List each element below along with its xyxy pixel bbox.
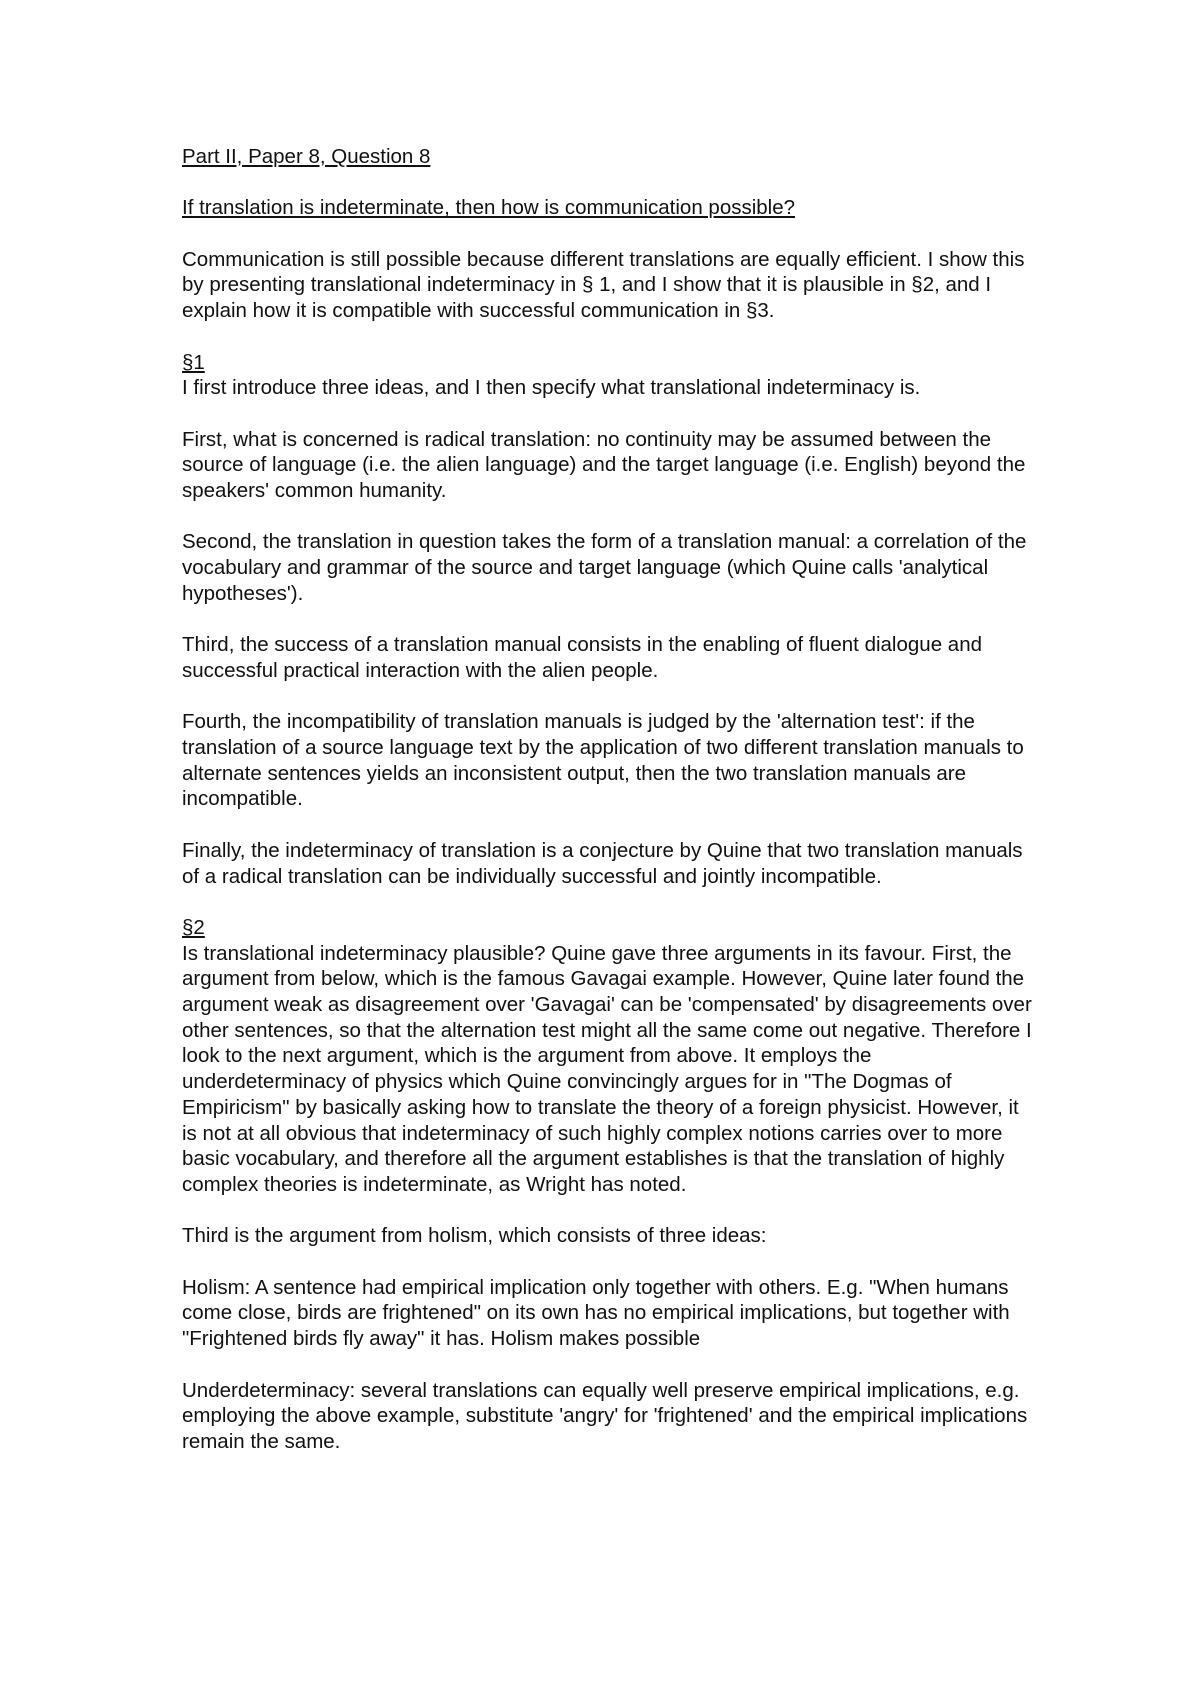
section-2 — [182, 915, 1032, 1198]
third-argument-paragraph: Third is the argument from holism, which consists of three ideas: — [182, 1224, 767, 1248]
second-idea-paragraph: Second, the translation in question takes the form of a translation manual: a correlation of the vocabulary and grammar of the source and target language (which Quine calls 'analytical hypotheses'). — [182, 530, 1027, 605]
finally-paragraph: Finally, the indeterminacy of translation is a conjecture by Quine that two translation manuals of a radical translation can be individually successful and jointly incompatible. — [182, 838, 1023, 888]
section-2-heading: §2 — [182, 915, 205, 939]
essay-question: If translation is indeterminate, then how is communication possible? — [182, 196, 796, 220]
section-1-heading: §1 — [182, 350, 205, 374]
third-idea-paragraph: Third, the success of a translation manual consists in the enabling of fluent dialogue and successful practical interaction with the alien people. — [182, 633, 982, 682]
fourth-idea-paragraph: Fourth, the incompatibility of translation manuals is judged by the 'alternation test': if the translation of a source language text by the application of two different translation manuals to alternate sentences yields an inconsistent output, then the two translation manuals are incompatible. — [182, 710, 1024, 811]
holism-paragraph: Holism: A sentence had empirical implication only together with others. E.g. "When humans come close, birds are frightened" on its own has no empirical implications, but together with "Frightened birds fly away" it has. Holism makes possible — [182, 1275, 1010, 1351]
section-2-body: Is translational indeterminacy plausible? Quine gave three arguments in its favour. First, the argument from below, which is the famous Gavagai example. However, Quine later found the argument weak as disagreement over 'Gavagai' can be 'compensated' by disagreements over other sentences, so that the alternation test might all the same come out negative. Therefore I look to the next argument, which is the argument from above. It employs the underdeterminacy of physics which Quine convincingly argues for in "The Dogmas of Empiricism" by basically asking how to translate the theory of a foreign physicist. However, it is not at all obvious that indeterminacy of such highly complex notions carries over to more basic vocabulary, and therefore all the argument establishes is that the translation of highly complex theories is indeterminate, as Wright has noted. — [182, 941, 1032, 1196]
document-header: Part II, Paper 8, Question 8 — [182, 145, 431, 168]
underdeterminacy-paragraph: Underdeterminacy: several translations can equally well preserve empirical implications, e.g. employing the above example, substitute 'angry' for 'frightened' and the empirical implications remain the same. — [182, 1378, 1028, 1453]
first-idea-paragraph: First, what is concerned is radical translation: no continuity may be assumed between the source of language (i.e. the alien language) and the target language (i.e. English) beyond the speakers' common humanity. — [182, 427, 1026, 503]
section-1 — [182, 350, 1032, 401]
document-body — [182, 144, 1032, 1480]
intro-paragraph: Communication is still possible because different translations are equally efficient. I show this by presenting translational indeterminacy in § 1, and I show that it is plausible in §2, and I explain how it is compatible with successful communication in §3. — [182, 247, 1025, 323]
section-1-intro: I first introduce three ideas, and I then specify what translational indeterminacy is. — [182, 376, 921, 400]
